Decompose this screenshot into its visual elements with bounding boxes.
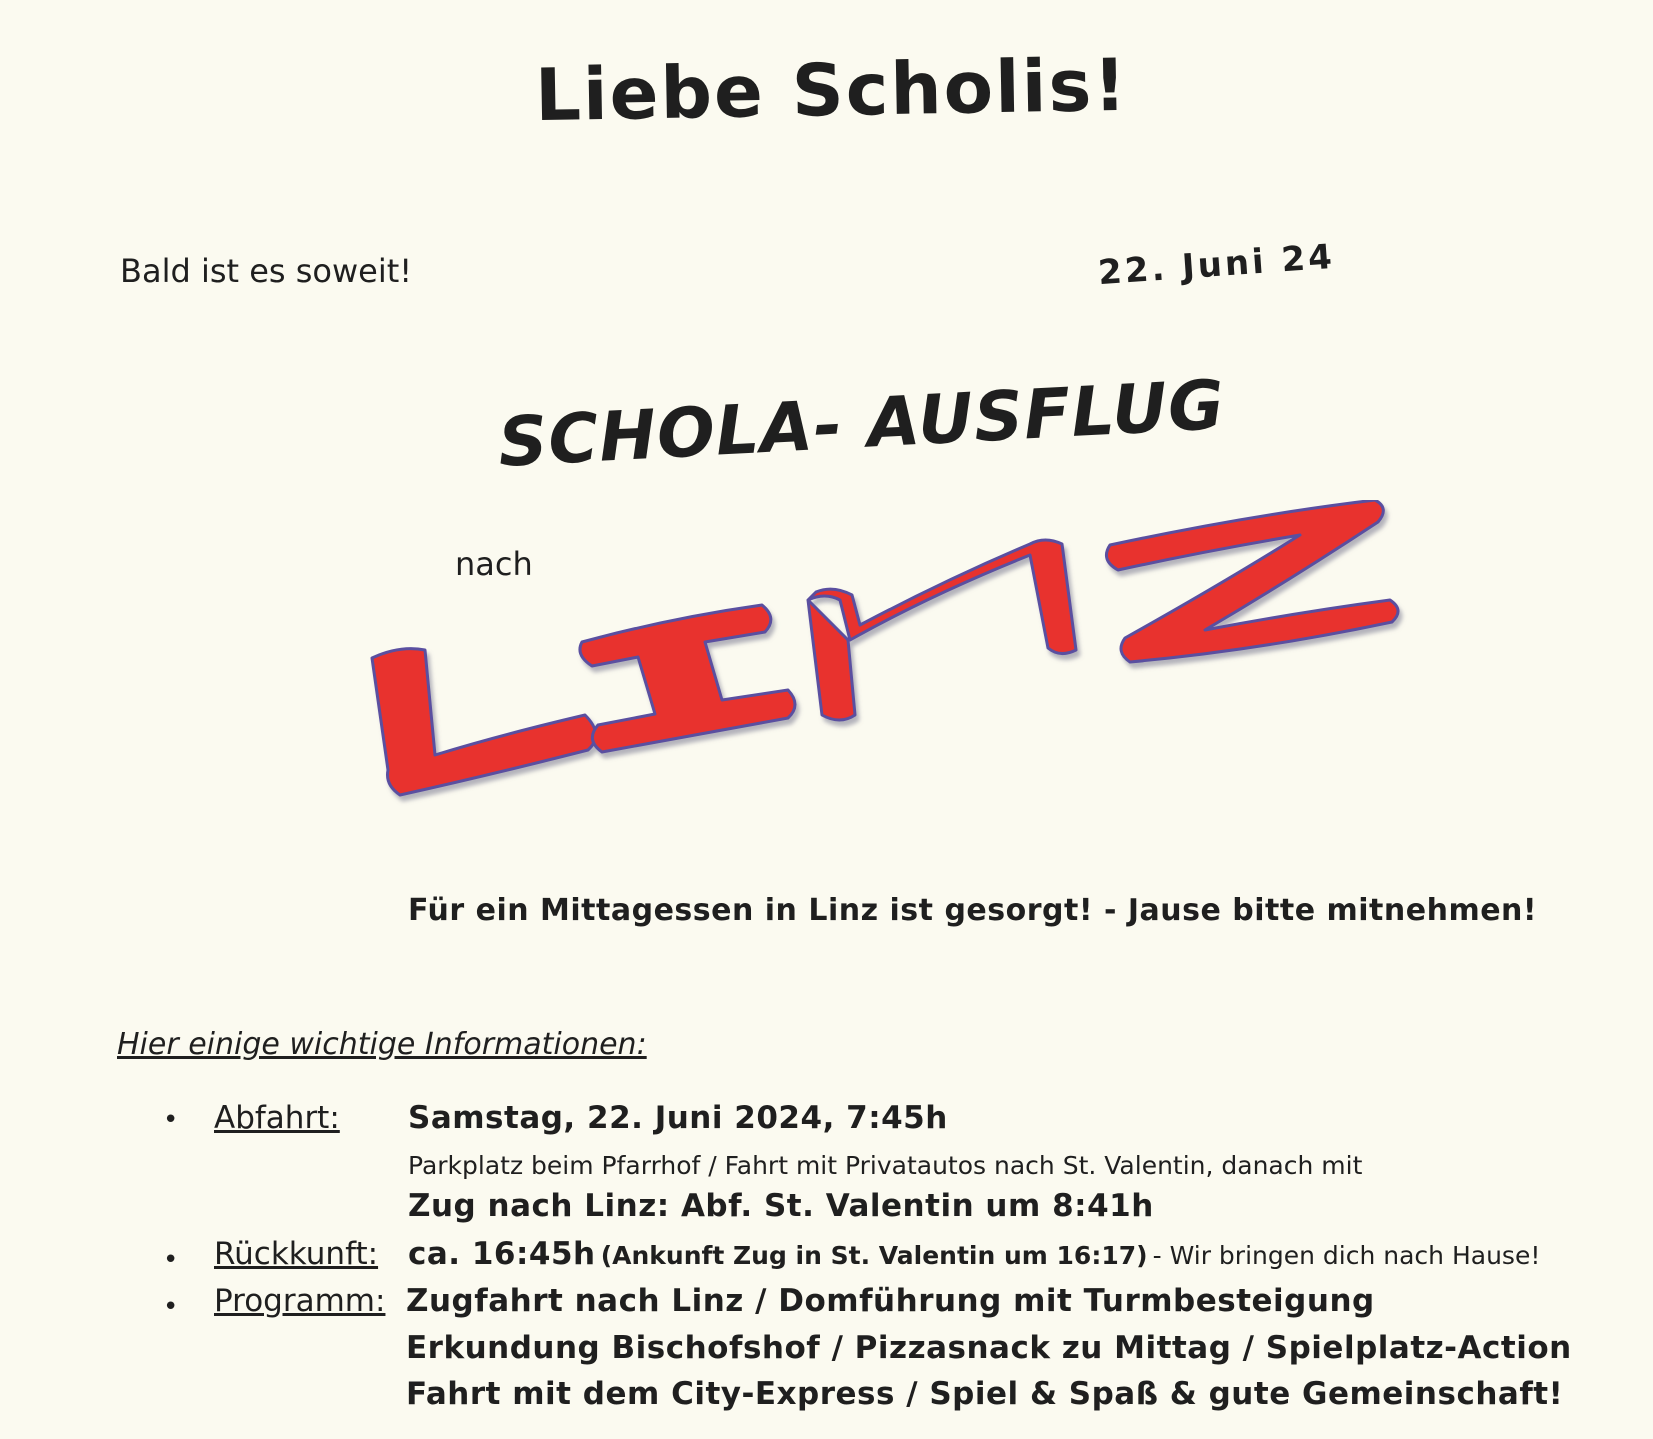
letter-n [808, 540, 1076, 720]
return-line [408, 1236, 1540, 1272]
return-note: - Wir bringen dich nach Hause! [1152, 1241, 1541, 1270]
return-time: ca. 16:45h [408, 1236, 596, 1272]
bullet-departure: • [163, 1105, 179, 1135]
return-detail: (Ankunft Zug in St. Valentin um 16:17) [600, 1241, 1148, 1270]
linz-wordart [370, 500, 1500, 870]
event-date: 22. Juni 24 [1096, 236, 1337, 294]
bullet-return: • [163, 1245, 179, 1275]
departure-line-2: Parkplatz beim Pfarrhof / Fahrt mit Privatautos nach St. Valentin, danach mit [408, 1151, 1363, 1180]
letter-z [1106, 500, 1398, 662]
program-line-3: Fahrt mit dem City-Express / Spiel & Spaß & gute Gemeinschaft! [406, 1376, 1564, 1412]
bullet-program: • [163, 1292, 179, 1322]
letter-title: Liebe Scholis! [534, 42, 1129, 138]
meal-note: Für ein Mittagessen in Linz ist gesorgt! - Jause bitte mitnehmen! [408, 893, 1538, 928]
program-line-2: Erkundung Bischofshof / Pizzasnack zu Mittag / Spielplatz-Action [406, 1330, 1572, 1366]
program-line-1: Zugfahrt nach Linz / Domführung mit Turmbesteigung [406, 1283, 1375, 1319]
headline: SCHOLA- AUSFLUG [496, 366, 1227, 483]
letter-l [372, 649, 596, 795]
letter-i [580, 605, 795, 752]
departure-line-3: Zug nach Linz: Abf. St. Valentin um 8:41h [408, 1188, 1154, 1224]
return-label: Rückkunft: [214, 1236, 379, 1272]
nach-label: nach [455, 545, 533, 583]
departure-label: Abfahrt: [214, 1100, 340, 1136]
intro-text: Bald ist es soweit! [120, 252, 413, 290]
program-label: Programm: [214, 1283, 386, 1319]
info-heading: Hier einige wichtige Informationen: [117, 1027, 647, 1062]
departure-line-1: Samstag, 22. Juni 2024, 7:45h [408, 1100, 948, 1136]
